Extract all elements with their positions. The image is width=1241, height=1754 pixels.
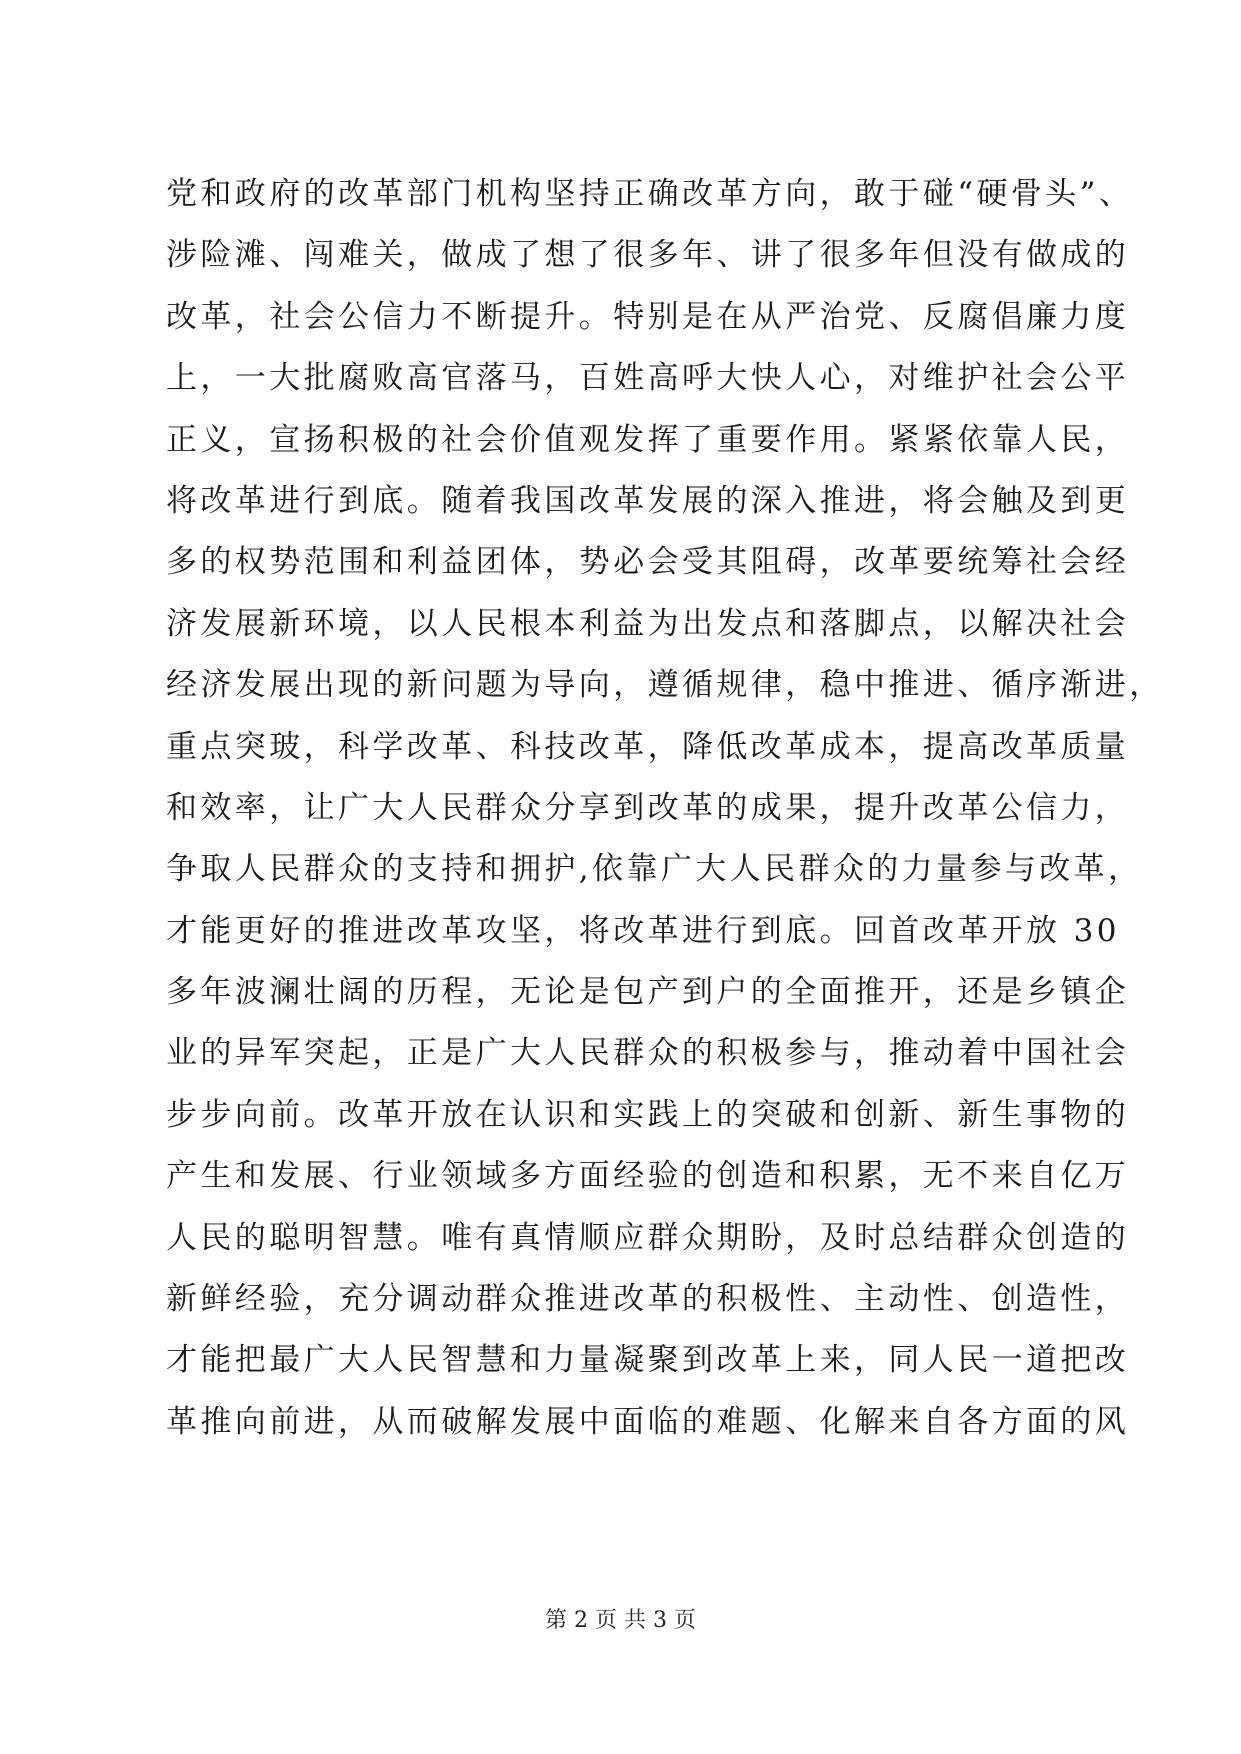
text-line: 涉险滩、闯难关，做成了想了很多年、讲了很多年但没有做成的 <box>166 237 1130 274</box>
text-line: 革推向前进，从而破解发展中面临的难题、化解来自各方面的风 <box>166 1403 1130 1440</box>
text-line: 步步向前。改革开放在认识和实践上的突破和创新、新生事物的 <box>166 1096 1130 1133</box>
text-line: 正义，宣扬积极的社会价值观发挥了重要作用。紧紧依靠人民， <box>166 421 1130 458</box>
text-line: 人民的聪明智慧。唯有真情顺应群众期盼，及时总结群众创造的 <box>166 1219 1130 1256</box>
text-line: 才能把最广大人民智慧和力量凝聚到改革上来，同人民一道把改 <box>166 1342 1130 1379</box>
text-line: 改革，社会公信力不断提升。特别是在从严治党、反腐倡廉力度 <box>166 298 1130 335</box>
text-line: 重点突玻，科学改革、科技改革，降低改革成本，提高改革质量 <box>166 728 1130 765</box>
text-line: 多的权势范围和利益团体，势必会受其阻碍，改革要统筹社会经 <box>166 544 1130 581</box>
text-line: 党和政府的改革部门机构坚持正确改革方向，敢于碰“硬骨头”、 <box>166 176 1134 212</box>
text-line: 上，一大批腐败高官落马，百姓高呼大快人心，对维护社会公平 <box>166 360 1130 397</box>
text-line: 业的异军突起，正是广大人民群众的积极参与，推动着中国社会 <box>166 1035 1130 1072</box>
text-line: 产生和发展、行业领域多方面经验的创造和积累，无不来自亿万 <box>166 1158 1130 1195</box>
page-number-footer: 第 2 页 共 3 页 <box>545 1608 696 1633</box>
text-line: 和效率，让广大人民群众分享到改革的成果，提升改革公信力， <box>166 789 1130 826</box>
text-line: 多年波澜壮阔的历程，无论是包产到户的全面推开，还是乡镇企 <box>166 974 1130 1011</box>
text-line: 经济发展出现的新问题为导向，遵循规律，稳中推进、循序渐进， <box>166 667 1164 704</box>
text-line: 将改革进行到底。随着我国改革发展的深入推进，将会触及到更 <box>166 482 1130 519</box>
body-text <box>166 164 1164 1453</box>
text-line: 争取人民群众的支持和拥护,依靠广大人民群众的力量参与改革， <box>166 851 1143 888</box>
text-line: 新鲜经验，充分调动群众推进改革的积极性、主动性、创造性， <box>166 1281 1130 1318</box>
text-line: 才能更好的推进改革攻坚，将改革进行到底。回首改革开放 30 <box>166 912 1120 949</box>
text-line: 济发展新环境，以人民根本利益为出发点和落脚点，以解决社会 <box>166 605 1130 642</box>
